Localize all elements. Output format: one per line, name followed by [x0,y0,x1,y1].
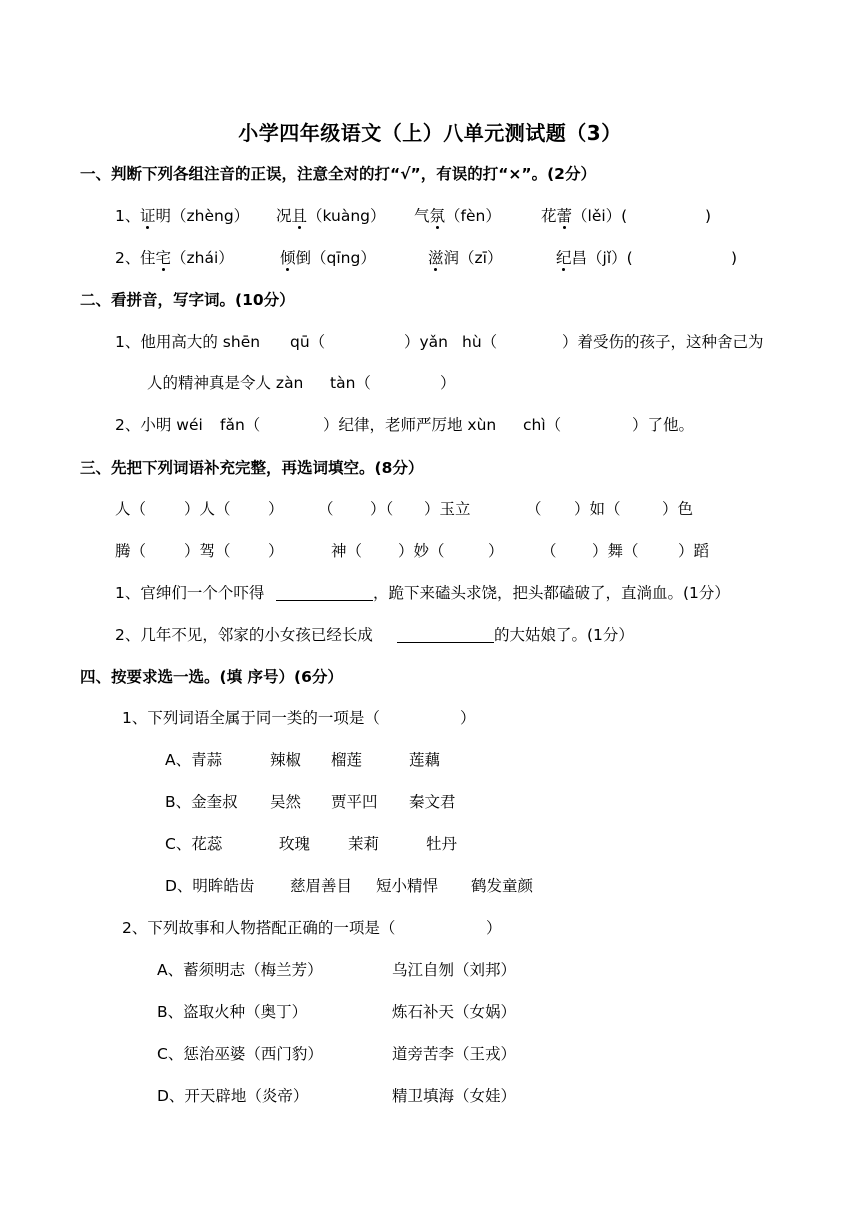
pinyin-item: 证明（zhèng） [140,207,250,225]
fill-blank[interactable] [276,582,373,601]
page-title: 小学四年级语文（上）八单元测试题（3） [238,121,622,145]
row-number: 1、 [115,207,141,225]
pinyin-item: 气氛（fèn） [414,207,501,225]
pinyin-item: 花蕾（lěi）( [541,207,628,225]
worksheet-page: 小学四年级语文（上）八单元测试题（3） 一、判断下列各组注音的正误，注意全对的打“√”，有误的打“×”。(2分） 1、 证明（zhèng） 况且（kuàng） 气氛（fèn） 花蕾（lěi）( ) 2、 住宅（zhái） 倾倒（qīng） 滋润（zī） 纪昌（jǐ）( ) 二、看拼音，写字词。(10分） 1、他用高大的 shēn qū（ ）yǎn hù（ ）着受伤的孩子，这种舍己为 人的精神真是令人 zàn tàn（ ） 2、小明 wéi fǎn（ ）纪律，老师严厉地 xùn chì（ ）了他。 三、先把下列词语补充完整，再选词填空。(8分） 人（ ）人（ ） （ ）（ ）玉立 （ ）如（ ）色 腾（ ）驾（ ） 神（ ）妙（ ） （ ）舞（ ）蹈 1、官绅们一个个吓得 ，跪下来磕头求饶，把头都磕破了，直淌血。(1分） 2、几年不见，邻家的小女孩已经长成 的大姑娘了。(1分） 四、按要求选一选。(填 序号）(6分） 1、下列词语全属于同一类的一项是（ ） A、青蒜 辣椒 榴莲 莲藕 B、金奎叔 吴然 贾平凹 秦文君 C、花蕊 玫瑰 茉莉 牡丹 D、明眸皓齿 慈眉善目 短小精悍 鹤发童颜 2、下列故事和人物搭配正确的一项是（ ） A、蓄须明志（梅兰芳） 乌江自刎（刘邦） B、盗取火种（奥丁） 炼石补天（女娲） C、惩治巫婆（西门豹） 道旁苦李（王戎） D、开天辟地（炎帝） 精卫填海（女娃） [0,0,860,1216]
pinyin-item: 况且（kuàng） [276,207,386,225]
pinyin-item: 纪昌（jǐ）( [556,249,633,267]
row-number: 2、 [115,249,141,267]
pinyin-item: 住宅（zhái） [140,249,234,267]
answer-close-paren: ) [705,207,712,225]
pinyin-item: 倾倒（qīng） [280,249,376,267]
answer-close-paren: ) [731,249,738,267]
pinyin-item: 滋润（zī） [428,249,503,267]
fill-blank[interactable] [397,624,494,643]
